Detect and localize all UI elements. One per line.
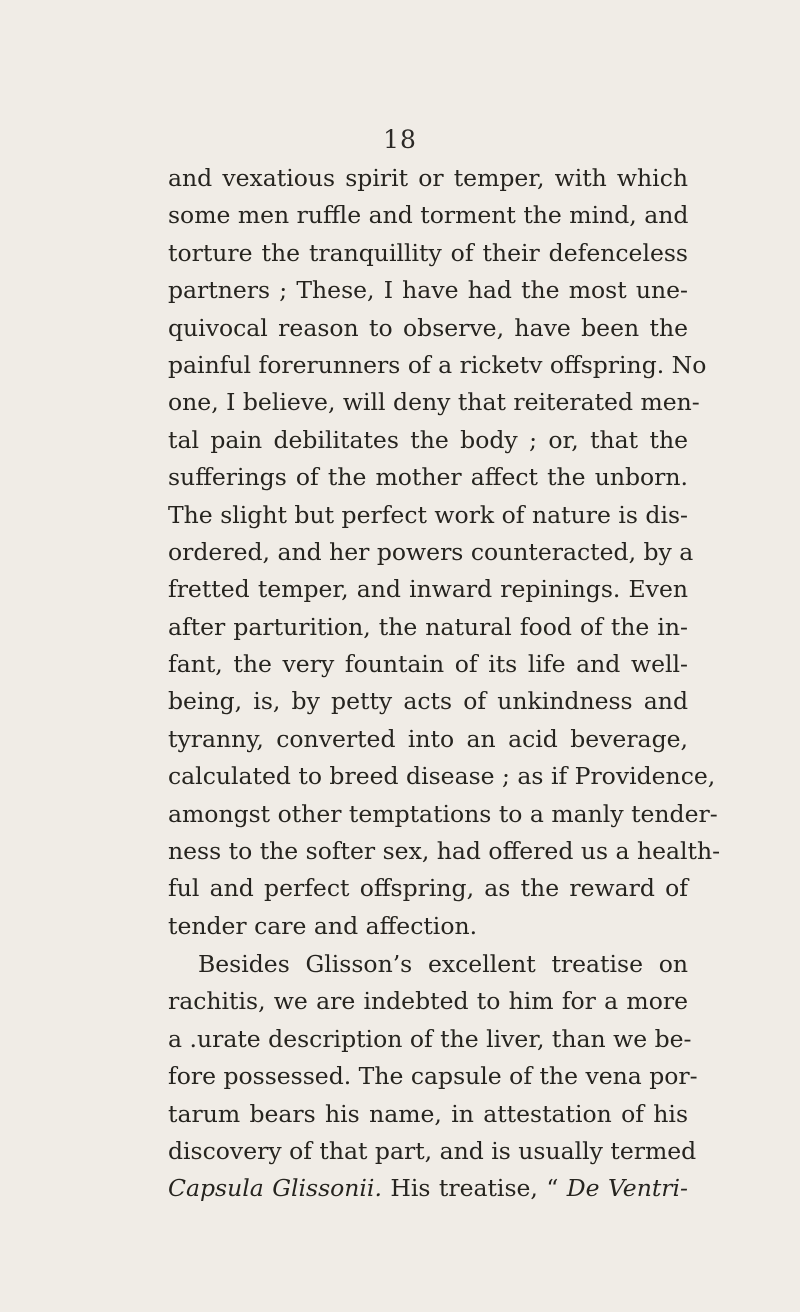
text-line: tarum bears his name, in attestation of his: [168, 1099, 688, 1128]
italic-term: Capsula Glissonii.: [168, 1174, 382, 1203]
text-line: painful forerunners of a ricketv offspring. No: [168, 350, 707, 379]
text-line: fore possessed. The capsule of the vena por-: [168, 1062, 698, 1091]
text-line: discovery of that part, and is usually termed: [168, 1136, 697, 1165]
text-line: partners ; These, I have had the most une-: [168, 276, 688, 305]
paragraph-1: [168, 160, 721, 945]
paragraph-2: [168, 946, 698, 1208]
text-line: Besides Glisson’s excellent treatise on: [198, 950, 688, 978]
text-line: being, is, by petty acts of unkindness and: [168, 687, 688, 716]
text-line: ness to the softer sex, had offered us a health-: [168, 837, 721, 866]
text-line: after parturition, the natural food of the in-: [168, 612, 688, 641]
text-line: tyranny, converted into an acid beverage,: [168, 724, 688, 753]
italic-title: De Ventri-: [566, 1174, 688, 1203]
text-segment: His treatise, “: [381, 1174, 567, 1203]
text-line: amongst other temptations to a manly tender-: [168, 799, 718, 828]
text-line: torture the tranquillity of their defenceless: [168, 238, 688, 267]
text-line: calculated to breed disease ; as if Providence,: [168, 762, 716, 791]
text-line: some men ruffle and torment the mind, and: [168, 201, 689, 230]
text-line-final: [168, 1170, 688, 1207]
text-line: sufferings of the mother affect the unborn.: [168, 463, 688, 492]
text-line: quivocal reason to observe, have been the: [168, 313, 688, 342]
text-line: fretted temper, and inward repinings. Even: [168, 575, 688, 604]
text-line: rachitis, we are indebted to him for a more: [168, 987, 688, 1016]
text-line: and vexatious spirit or temper, with which: [168, 164, 688, 192]
text-line: The slight but perfect work of nature is dis-: [168, 500, 688, 529]
text-line: tal pain debilitates the body ; or, that the: [168, 425, 688, 454]
text-line: a .urate description of the liver, than we be-: [168, 1024, 692, 1053]
text-line: tender care and affection.: [168, 911, 478, 940]
text-line: one, I believe, will deny that reiterated men-: [168, 388, 700, 417]
text-line: ful and perfect offspring, as the reward of: [168, 874, 688, 903]
page-number: 18: [383, 125, 417, 154]
text-line: fant, the very fountain of its life and well-: [168, 650, 688, 679]
text-line: ordered, and her powers counteracted, by a: [168, 537, 694, 566]
